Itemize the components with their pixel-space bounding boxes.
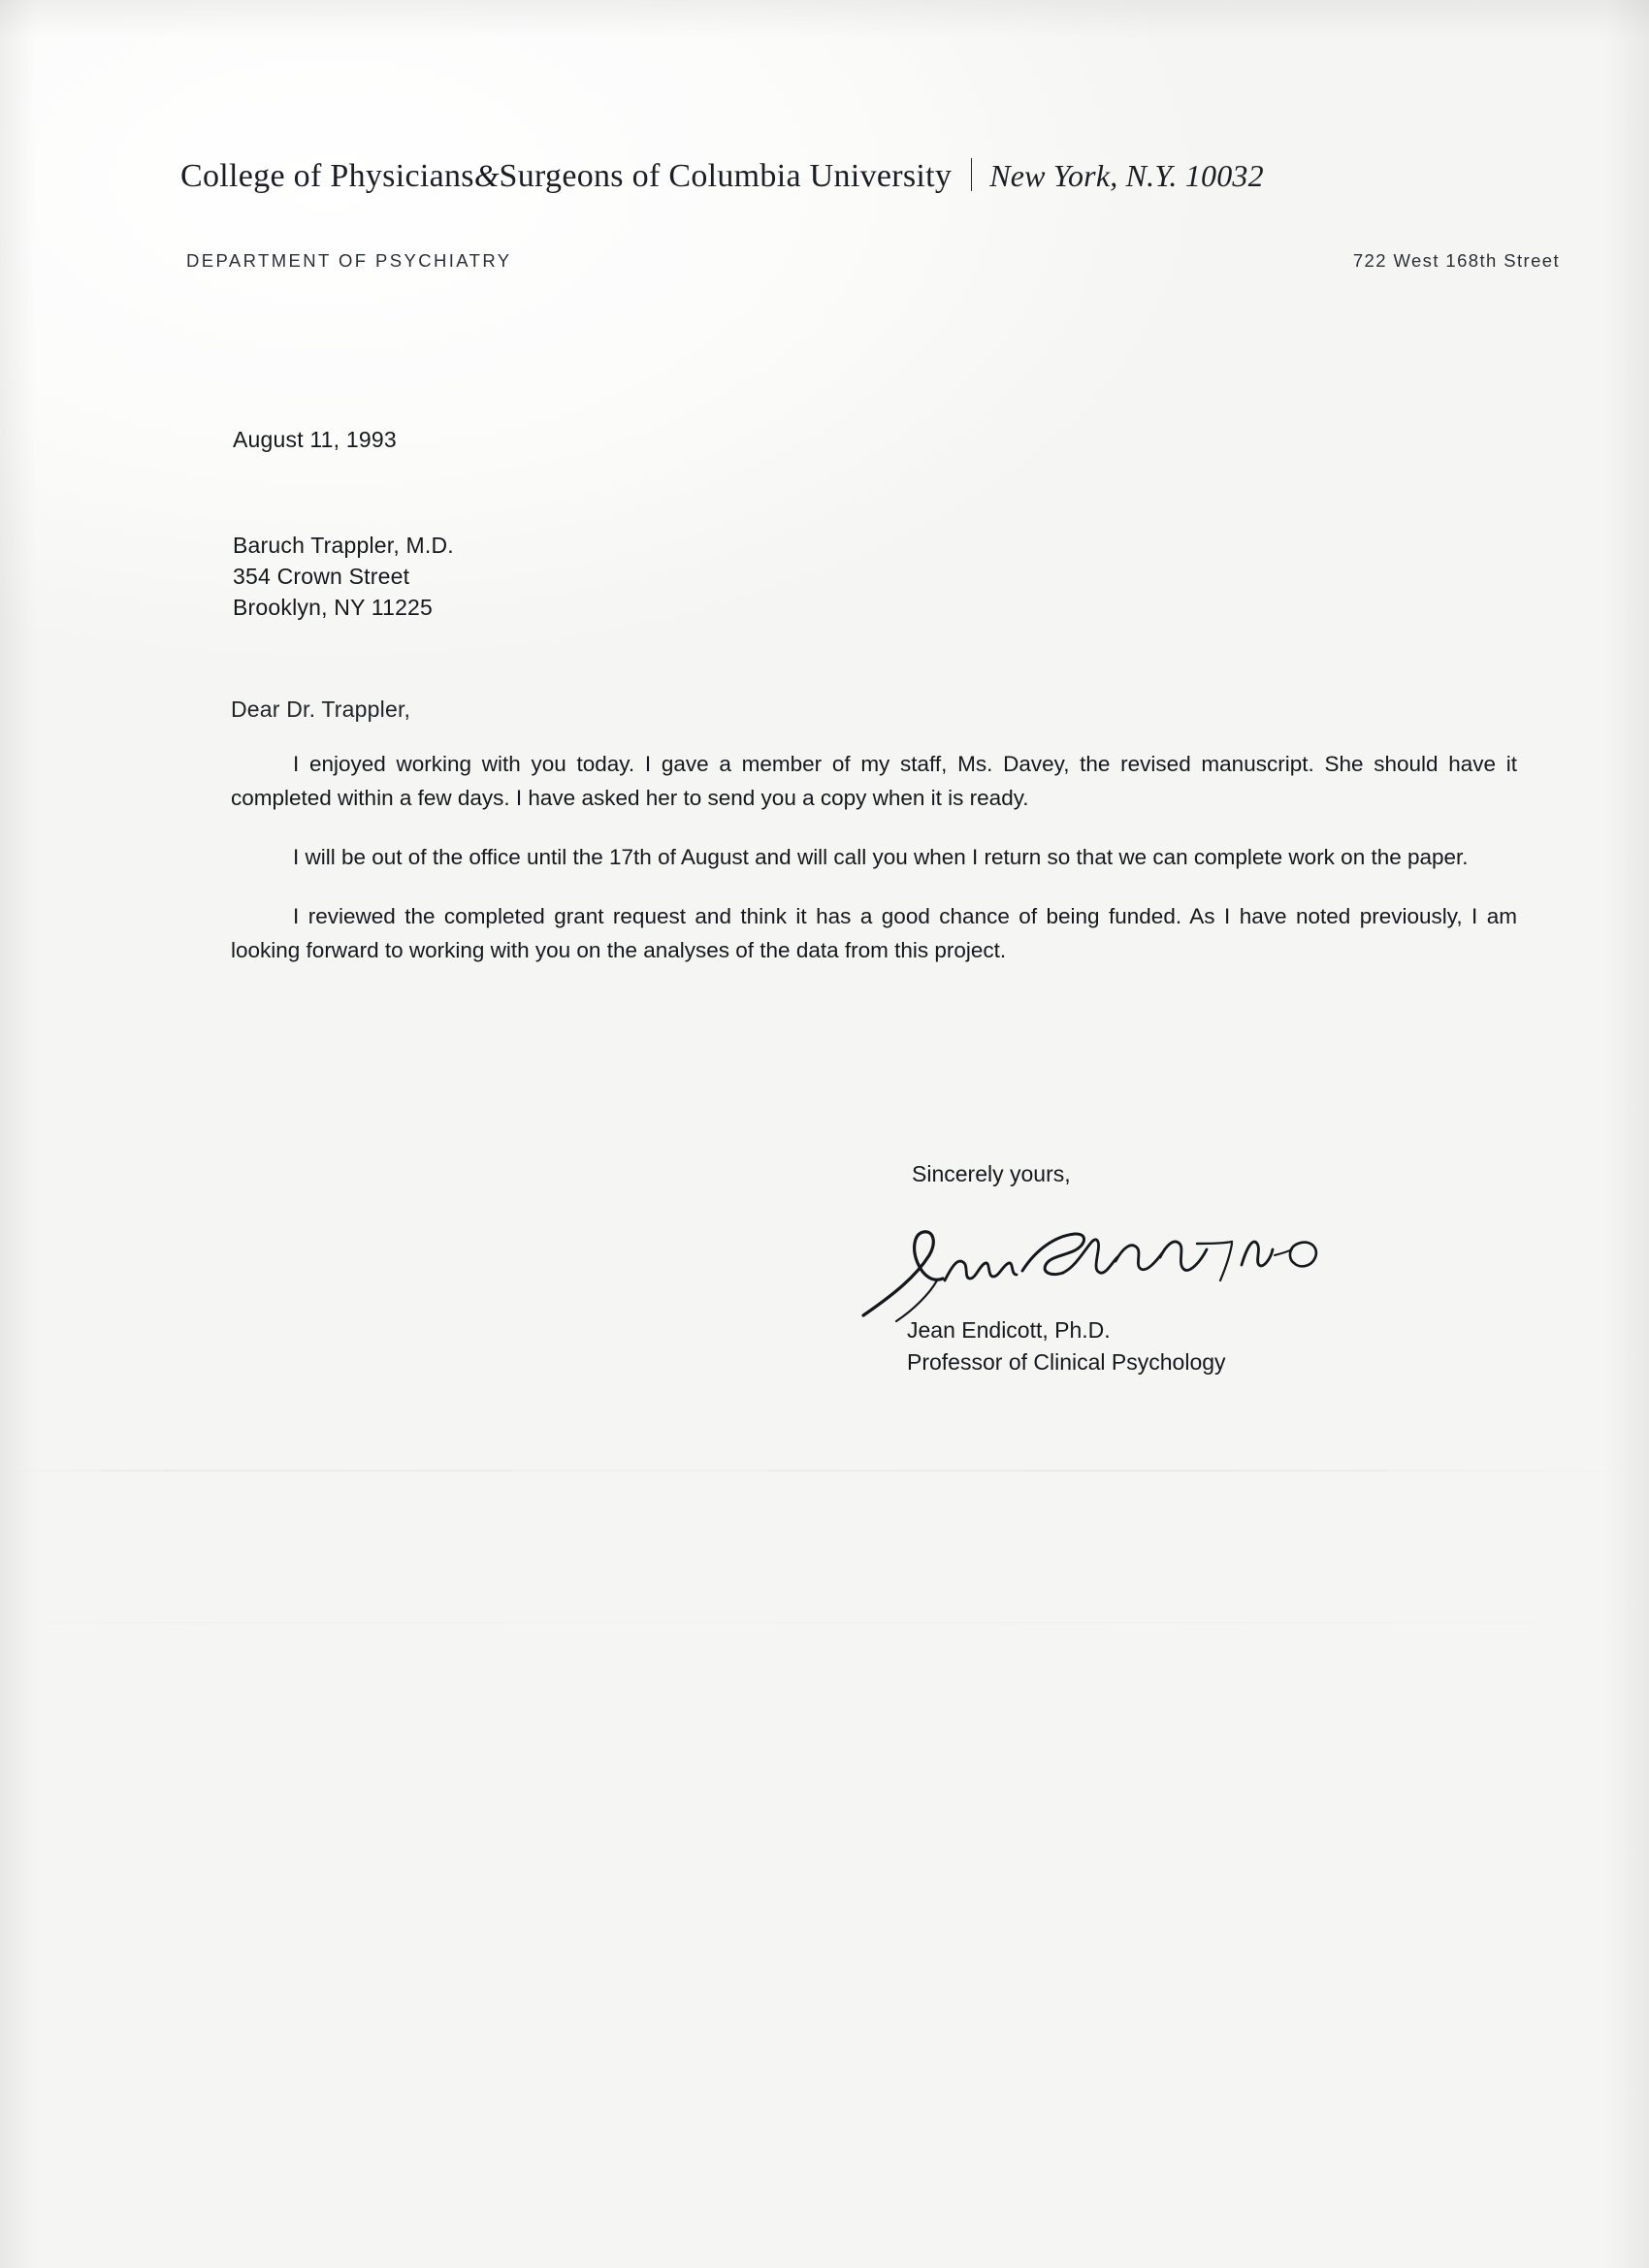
recipient-street: 354 Crown Street (233, 564, 410, 589)
letter-paragraph-2: I will be out of the office until the 17th of August and will call you when I return so that we can complete work on the paper. (293, 845, 1469, 869)
recipient-name: Baruch Trappler, M.D. (233, 533, 454, 558)
letter-body (231, 747, 1517, 992)
letter-salutation: Dear Dr. Trappler, (231, 697, 411, 722)
letter-date: August 11, 1993 (233, 427, 397, 452)
letterhead-institution-part1: College of Physicians (180, 158, 474, 194)
letterhead-institution-part2: Surgeons of Columbia University (499, 158, 953, 194)
signer-name: Jean Endicott, Ph.D. (907, 1317, 1111, 1343)
signer-title: Professor of Clinical Psychology (907, 1349, 1226, 1375)
handwritten-signature (856, 1220, 1370, 1327)
letterhead-ampersand: & (473, 159, 500, 194)
letter-closing: Sincerely yours, (912, 1161, 1071, 1186)
letterhead-divider (971, 158, 972, 191)
recipient-address-block (233, 530, 454, 623)
letterhead-street-address: 722 West 168th Street (1352, 250, 1560, 271)
letter-paragraph-3: I reviewed the completed grant request and think it has a good chance of being funded. As I have noted previously, I am looking forward to working with you on the analyses of the data from this project. (231, 904, 1517, 962)
letterhead-city-line: New York, N.Y. 10032 (989, 158, 1264, 193)
letterhead-department: DEPARTMENT OF PSYCHIATRY (186, 250, 512, 271)
letter-paragraph-1: I enjoyed working with you today. I gave a member of my staff, Ms. Davey, the revised manuscript. She should have it completed within a few days. I have asked her to send you a copy when it is ready. (231, 752, 1517, 810)
signature-block (907, 1314, 1226, 1378)
recipient-city-state-zip: Brooklyn, NY 11225 (233, 595, 434, 620)
letterhead (180, 153, 1558, 195)
